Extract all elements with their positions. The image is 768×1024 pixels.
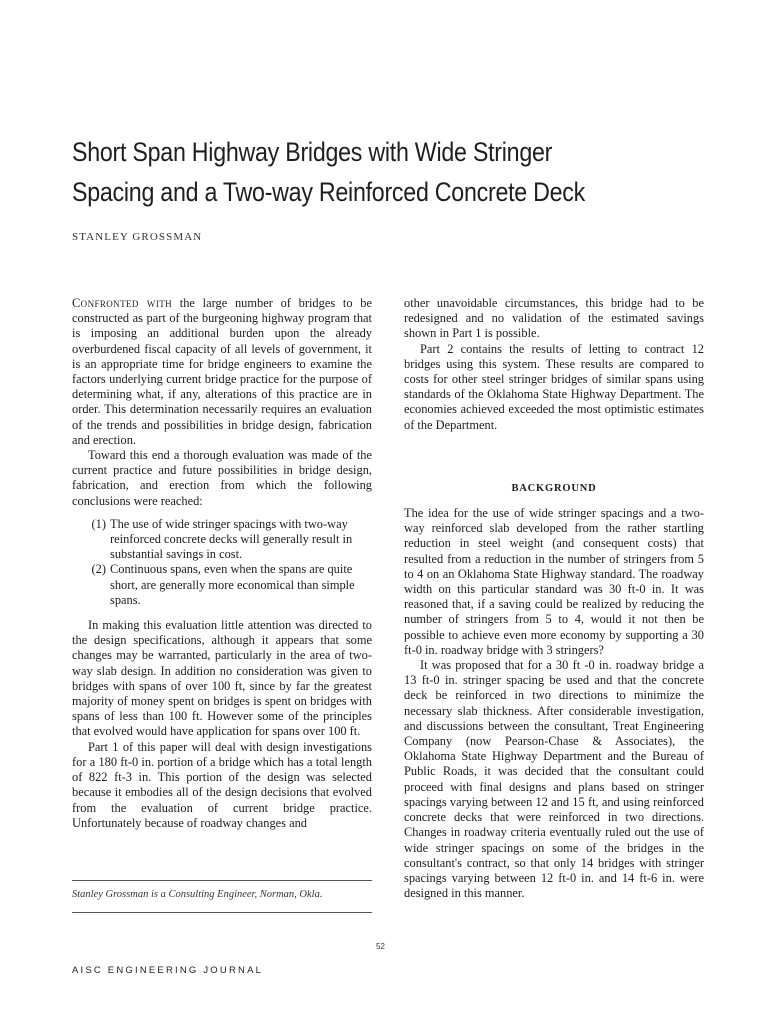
footnote-divider-bottom bbox=[72, 912, 372, 913]
article-title-line-1: Short Span Highway Bridges with Wide Stringer bbox=[72, 137, 553, 167]
right-column bbox=[404, 296, 704, 901]
left-column bbox=[72, 296, 372, 831]
author-name: STANLEY GROSSMAN bbox=[72, 231, 203, 243]
page-number: 52 bbox=[376, 942, 385, 951]
article-title-line-2: Spacing and a Two-way Reinforced Concrete Deck bbox=[72, 177, 586, 207]
continuation-paragraph: other unavoidable circumstances, this bridge had to be redesigned and no validation of the estimated savings shown in Part 1 is possible. bbox=[404, 296, 704, 341]
list-item bbox=[72, 562, 372, 608]
background-paragraph: The idea for the use of wide stringer spacings and a two-way reinforced slab developed from the rather startling reduction in steel weight (and consequent costs) that resulted from a reduction in the number of stringers from 5 to 4 on an Oklahoma State Highway standard. The roadway width on this particular standard was 30 ft-0 in. It was reasoned that, if a saving could be realized by reducing the number of stringers from 5 to 4, would it not then be possible to achieve even more economy by supporting a 30 ft-0 in. roadway bridge with 3 stringers? bbox=[404, 506, 704, 657]
intro-paragraph bbox=[72, 296, 372, 448]
section-heading-background: BACKGROUND bbox=[511, 482, 597, 494]
proposal-paragraph: It was proposed that for a 30 ft -0 in. roadway bridge a 13 ft-0 in. stringer spacing be used and that the concrete deck be reinforced in two directions to minimize the necessary slab thickness. After considerable investigation, and discussions between the consultant, Treat Engineering Company (now Pearson-Chase & Associates), the Oklahoma State Highway Department and the Bureau of Public Roads, it was decided that the consultant could proceed with final designs and plans based on stringer spacings varying between 12 and 15 ft, and using reinforced concrete decks that were reinforced in two directions. Changes in roadway criteria eventually ruled out the use of wide stringer spacings on some of the bridges in the consultant's contract, so that only 14 bridges with stringer spacings varying between 12 ft-0 in. and 14 ft-6 in. were designed in this manner. bbox=[404, 658, 704, 901]
list-item-number: (1) bbox=[91, 516, 106, 531]
footnote-divider-top bbox=[72, 880, 372, 881]
author-footnote: Stanley Grossman is a Consulting Engineer, Norman, Okla. bbox=[72, 889, 323, 900]
article-title bbox=[72, 132, 622, 212]
intro-text: the large number of bridges to be constructed as part of the burgeoning highway program that is imposing an additional burden upon the already overburdened fiscal capacity of all levels of government, it is an appropriate time for bridge engineers to examine the factors underlying current bridge practice for the purpose of determining what, if any, alterations of this practice are in order. This determination necessarily requires an evaluation of the trends and possibilities in bridge design, fabrication and erection. bbox=[72, 296, 372, 447]
part2-paragraph: Part 2 contains the results of letting to contract 12 bridges using this system. These results are compared to costs for other steel stringer bridges of similar spans using standards of the Oklahoma State Highway Department. The economies achieved exceeded the most optimistic estimates of the Department. bbox=[404, 341, 704, 432]
intro-lead-in: Confronted with bbox=[72, 296, 173, 310]
list-item-number: (2) bbox=[91, 562, 106, 577]
part1-paragraph: Part 1 of this paper will deal with design investigations for a 180 ft-0 in. portion of a bridge which has a total length of 822 ft-3 in. This portion of the design was selected because it embodies all of the design decisions that evolved from the evaluation of current bridge practice. Unfortunately because of roadway changes and bbox=[72, 739, 372, 830]
list-item-text: Continuous spans, even when the spans are quite short, are generally more economical than simple spans. bbox=[110, 562, 355, 607]
journal-name: AISC ENGINEERING JOURNAL bbox=[72, 965, 264, 976]
evaluation-paragraph: Toward this end a thorough evaluation was made of the current practice and future possibilities in bridge design, fabrication, and erection from which the following conclusions were reached: bbox=[72, 448, 372, 508]
conclusions-list bbox=[72, 517, 372, 608]
scope-paragraph: In making this evaluation little attention was directed to the design specifications, although it appears that some changes may be warranted, particularly in the area of two-way slab design. In addition no consideration was given to bridges with spans of over 100 ft, since by far the greatest majority of money spent on bridges is spent on bridges with spans of less than 100 ft. However some of the principles that evolved would have application for spans over 100 ft. bbox=[72, 618, 372, 739]
list-item-text: The use of wide stringer spacings with two-way reinforced concrete decks will generally result in substantial savings in cost. bbox=[110, 516, 353, 562]
list-item bbox=[72, 517, 372, 563]
